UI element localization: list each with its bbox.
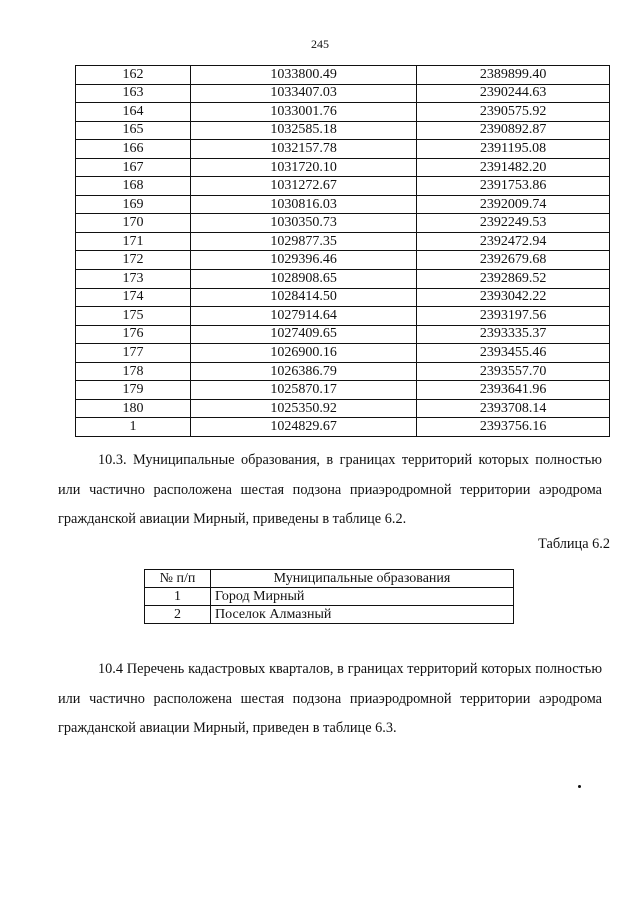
coord-x: 1032157.78 xyxy=(191,140,417,159)
point-number: 176 xyxy=(76,325,191,344)
table-row xyxy=(76,195,610,214)
coord-x: 1028414.50 xyxy=(191,288,417,307)
coord-x: 1029396.46 xyxy=(191,251,417,270)
coord-y: 2393455.46 xyxy=(417,344,610,363)
point-number: 173 xyxy=(76,270,191,289)
coord-y: 2391753.86 xyxy=(417,177,610,196)
municipalities-table-body xyxy=(145,588,514,624)
coord-x: 1029877.35 xyxy=(191,232,417,251)
point-number: 163 xyxy=(76,84,191,103)
table-row xyxy=(76,344,610,363)
coord-y: 2392249.53 xyxy=(417,214,610,233)
coord-x: 1026900.16 xyxy=(191,344,417,363)
table-row xyxy=(145,606,514,624)
coordinates-table-body xyxy=(76,66,610,437)
table-header-row xyxy=(145,570,514,588)
coord-y: 2393197.56 xyxy=(417,307,610,326)
coord-x: 1025870.17 xyxy=(191,381,417,400)
table-row xyxy=(76,399,610,418)
paragraph-10-3: 10.3. Муниципальные образования, в границах территорий которых полностью или частично расположена шестая подзона приаэродромной территории аэродрома гражданской авиации Мирный, приведены в таблице 6.2. xyxy=(58,452,602,527)
table-row xyxy=(76,381,610,400)
header-municipalities: Муниципальные образования xyxy=(211,570,514,588)
coord-y: 2393756.16 xyxy=(417,418,610,437)
table-row xyxy=(76,325,610,344)
municipalities-table-head xyxy=(145,570,514,588)
paragraph-10-4: 10.4 Перечень кадастровых кварталов, в границах территорий которых полностью или частично расположена шестая подзона приаэродромной территории аэродрома гражданской авиации Мирный, приведен в таблице 6.3. xyxy=(58,661,602,736)
point-number: 165 xyxy=(76,121,191,140)
point-number: 178 xyxy=(76,362,191,381)
point-number: 172 xyxy=(76,251,191,270)
point-number: 179 xyxy=(76,381,191,400)
municipalities-table xyxy=(144,569,514,624)
table-row xyxy=(76,177,610,196)
header-number: № п/п xyxy=(145,570,211,588)
point-number: 177 xyxy=(76,344,191,363)
coord-x: 1024829.67 xyxy=(191,418,417,437)
point-number: 175 xyxy=(76,307,191,326)
coord-y: 2393335.37 xyxy=(417,325,610,344)
point-number: 162 xyxy=(76,66,191,85)
coord-x: 1030350.73 xyxy=(191,214,417,233)
coord-y: 2392869.52 xyxy=(417,270,610,289)
coord-x: 1031272.67 xyxy=(191,177,417,196)
point-number: 171 xyxy=(76,232,191,251)
point-number: 168 xyxy=(76,177,191,196)
coord-y: 2390244.63 xyxy=(417,84,610,103)
coord-x: 1030816.03 xyxy=(191,195,417,214)
coord-y: 2391482.20 xyxy=(417,158,610,177)
table-row xyxy=(76,66,610,85)
table-row xyxy=(76,214,610,233)
coord-x: 1032585.18 xyxy=(191,121,417,140)
coord-y: 2389899.40 xyxy=(417,66,610,85)
table-row xyxy=(76,232,610,251)
coord-y: 2391195.08 xyxy=(417,140,610,159)
coord-x: 1025350.92 xyxy=(191,399,417,418)
coord-x: 1031720.10 xyxy=(191,158,417,177)
point-number: 169 xyxy=(76,195,191,214)
coord-y: 2390575.92 xyxy=(417,103,610,122)
row-number: 1 xyxy=(145,588,211,606)
scan-speck xyxy=(578,785,581,788)
point-number: 1 xyxy=(76,418,191,437)
row-number: 2 xyxy=(145,606,211,624)
table-row xyxy=(76,362,610,381)
table-row xyxy=(76,418,610,437)
table-row xyxy=(76,140,610,159)
point-number: 174 xyxy=(76,288,191,307)
table-row xyxy=(76,84,610,103)
table-row xyxy=(76,307,610,326)
municipality-name: Город Мирный xyxy=(211,588,514,606)
table-row xyxy=(145,588,514,606)
table-row xyxy=(76,158,610,177)
coord-x: 1028908.65 xyxy=(191,270,417,289)
coord-y: 2390892.87 xyxy=(417,121,610,140)
coord-x: 1033407.03 xyxy=(191,84,417,103)
point-number: 167 xyxy=(76,158,191,177)
table-6-2-caption: Таблица 6.2 xyxy=(538,536,610,552)
coord-x: 1033800.49 xyxy=(191,66,417,85)
coord-y: 2392472.94 xyxy=(417,232,610,251)
page-number: 245 xyxy=(311,37,329,51)
table-row xyxy=(76,121,610,140)
coord-y: 2393557.70 xyxy=(417,362,610,381)
coord-y: 2392679.68 xyxy=(417,251,610,270)
coord-x: 1027409.65 xyxy=(191,325,417,344)
municipality-name: Поселок Алмазный xyxy=(211,606,514,624)
coord-x: 1033001.76 xyxy=(191,103,417,122)
table-row xyxy=(76,251,610,270)
table-row xyxy=(76,270,610,289)
table-row xyxy=(76,103,610,122)
coord-y: 2392009.74 xyxy=(417,195,610,214)
point-number: 166 xyxy=(76,140,191,159)
coordinates-table xyxy=(75,65,610,437)
coord-y: 2393641.96 xyxy=(417,381,610,400)
coord-y: 2393042.22 xyxy=(417,288,610,307)
point-number: 180 xyxy=(76,399,191,418)
coord-x: 1027914.64 xyxy=(191,307,417,326)
point-number: 164 xyxy=(76,103,191,122)
point-number: 170 xyxy=(76,214,191,233)
coord-y: 2393708.14 xyxy=(417,399,610,418)
coord-x: 1026386.79 xyxy=(191,362,417,381)
table-row xyxy=(76,288,610,307)
